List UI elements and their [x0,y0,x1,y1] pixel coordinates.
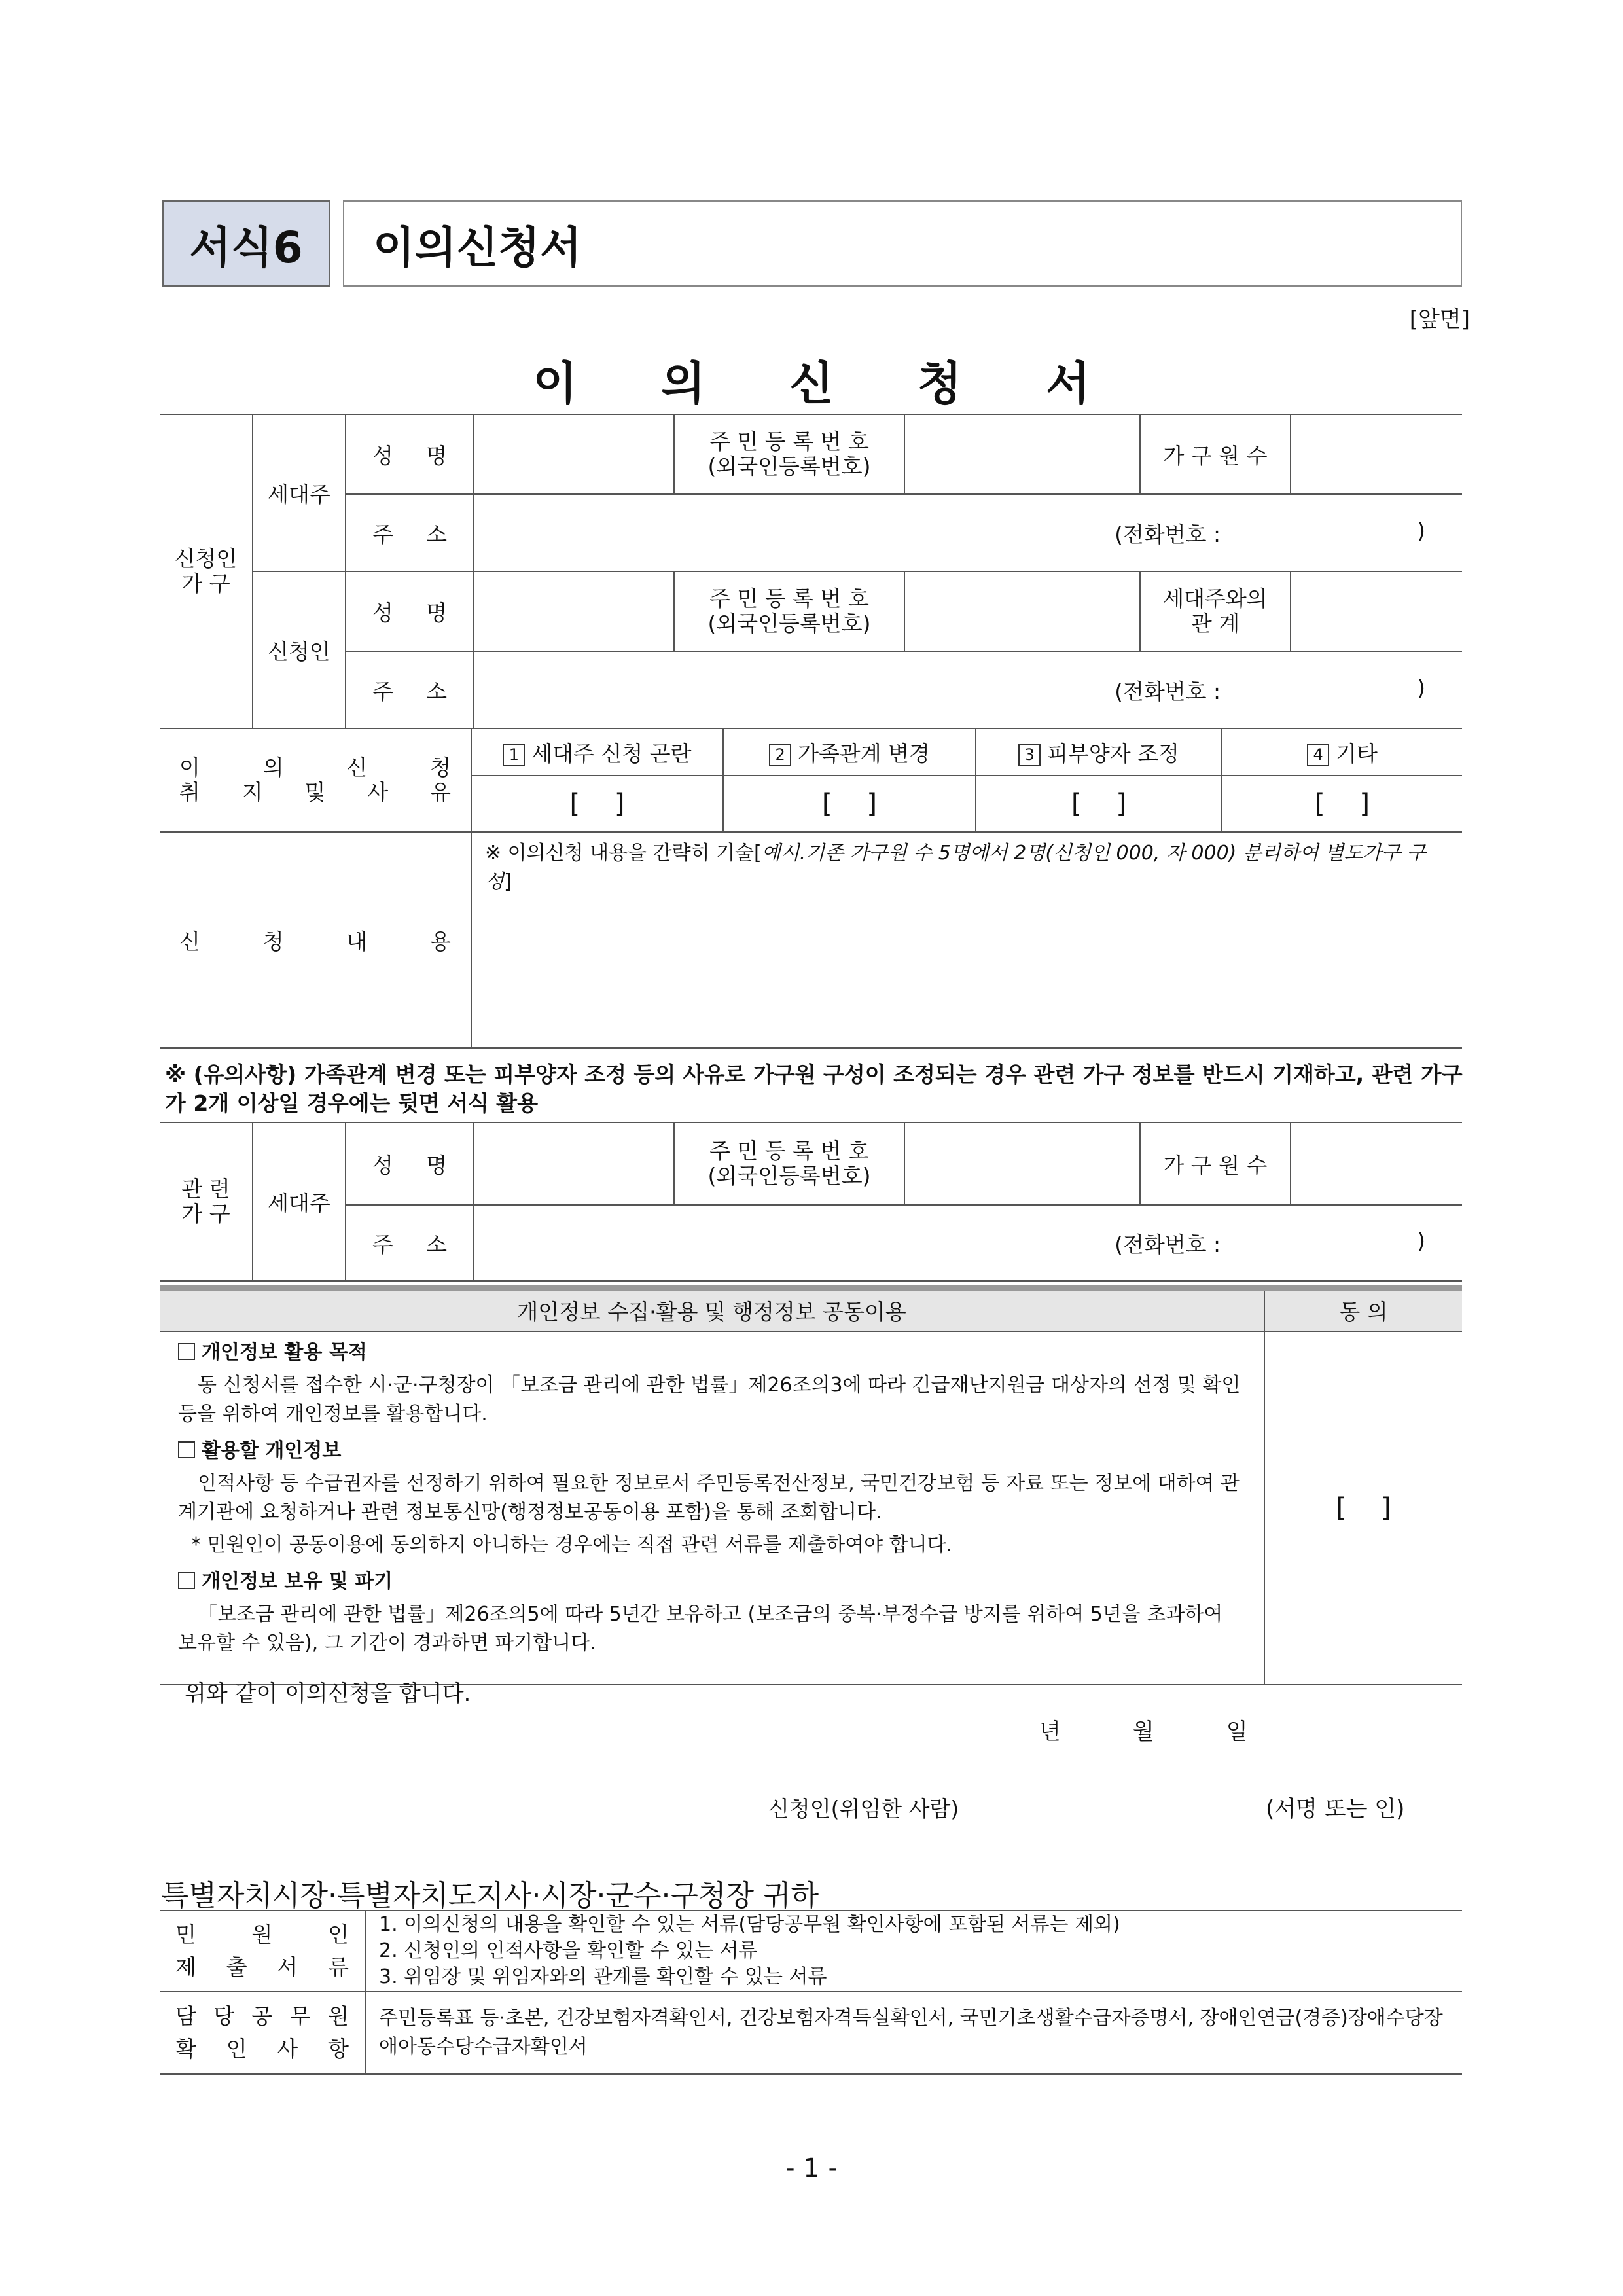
officer-check-label: 담 당 공 무 원 확 인 사 항 [160,1992,365,2074]
related-household-table [160,1122,1462,1282]
related-household-group-label: 관 련 가 구 [160,1122,253,1281]
applicant-signature-label: 신청인(위임한 사람) [768,1796,959,1821]
head-phone-label: (전화번호 : [1115,521,1221,547]
related-head-label: 세대주 [253,1122,346,1281]
related-phone-close: ) [1417,1227,1425,1253]
applicant-household-table [160,414,1462,729]
privacy-body [160,1331,1264,1685]
related-members-label: 가 구 원 수 [1140,1122,1291,1205]
civil-documents-list [365,1910,1462,1992]
privacy-section-2-note: * 민원인이 공동이용에 동의하지 아니하는 경우에는 직접 관련 서류를 제출하여야 합니다. [191,1534,953,1556]
privacy-header: 개인정보 수집·활용 및 행정정보 공동이용 [160,1288,1264,1331]
related-members-field[interactable] [1291,1122,1462,1205]
objection-reason-label: 이 의 신 청 취 지 및 사 유 [160,728,471,832]
signature-or-seal-label: (서명 또는 인) [1266,1796,1405,1822]
related-address-field[interactable] [474,1205,1462,1281]
date-year: 년 [1039,1719,1061,1745]
caution-note: ※ (유의사항) 가족관계 변경 또는 피부양자 조정 등의 사유로 가구원 구성이 조정되는 경우 관련 가구 정보를 반드시 기재하고, 관련 가구가 2개 이상일 경우에는 뒷면 서식 활용 [165,1062,1463,1116]
applicant-phone-close: ) [1417,674,1425,700]
addressee: 특별자치시장·특별자치도지사·시장·군수·구청장 귀하 [161,1879,819,1912]
option-1-checkbox[interactable]: [ ] [471,776,723,832]
document-title: 이 의 신 청 서 [533,357,1124,410]
head-name-label: 성 명 [346,414,474,494]
form-badge: 서식6 [162,200,330,287]
civil-document-item: 3. 위임장 및 위임자와의 관계를 확인할 수 있는 서류 [379,1965,827,1988]
applicant-phone-label: (전화번호 : [1115,678,1221,704]
privacy-section-3-title: 개인정보 보유 및 파기 [178,1568,1245,1596]
consent-checkbox[interactable]: [ ] [1264,1331,1462,1685]
household-head-label: 세대주 [253,414,346,571]
bullet-box-icon [178,1343,195,1360]
bullet-box-icon [178,1572,195,1589]
head-address-field[interactable] [474,494,1462,571]
privacy-section-3-body: 「보조금 관리에 관한 법률」제26조의5에 따라 5년간 보유하고 (보조금의 중복·부정수급 방지를 위하여 5년을 초과하여 보유할 수 있음), 그 기간이 경과하면 파기합니다. [178,1603,1223,1655]
related-id-label: 주 민 등 록 번 호 (외국인등록번호) [674,1122,904,1205]
option-4: 4 기타 [1222,728,1462,776]
option-3-checkbox[interactable]: [ ] [976,776,1222,832]
content-hint-prefix: ※ 이의신청 내용을 간략히 기술[ [485,842,762,865]
applicant-name-label: 성 명 [346,571,474,651]
head-members-label: 가 구 원 수 [1140,414,1291,494]
privacy-section-2-body: 인적사항 등 수급권자를 선정하기 위하여 필요한 정보로서 주민등록전산정보, 국민건강보험 등 자료 또는 정보에 대하여 관계기관에 요청하거나 관련 정보통신망(행정정보공동이용 포함)을 통해 조회합니다. [178,1472,1240,1524]
related-id-field[interactable] [904,1122,1140,1205]
option-3: 3 피부양자 조정 [976,728,1222,776]
related-phone-label: (전화번호 : [1115,1231,1221,1257]
option-2: 2 가족관계 변경 [723,728,976,776]
applicant-label: 신청인 [253,571,346,728]
form-title: 이의신청서 [343,200,1462,287]
head-name-field[interactable] [474,414,674,494]
head-members-field[interactable] [1291,414,1462,494]
application-content-field[interactable] [471,832,1462,1048]
applicant-id-field[interactable] [904,571,1140,651]
date-day: 일 [1226,1719,1248,1745]
related-address-label: 주 소 [346,1205,474,1281]
date-line [1039,1713,1248,1746]
head-address-label: 주 소 [346,494,474,571]
head-id-label: 주 민 등 록 번 호 (외국인등록번호) [674,414,904,494]
content-hint-suffix: ] [503,870,512,893]
privacy-section-1-title: 개인정보 활용 목적 [178,1338,1245,1367]
applicant-address-label: 주 소 [346,651,474,728]
officer-check-items: 주민등록표 등·초본, 건강보험자격확인서, 건강보험자격득실확인서, 국민기초생활수급자증명서, 장애인연금(경증)장애수당장애아동수당수급자확인서 [365,1992,1462,2074]
option-2-checkbox[interactable]: [ ] [723,776,976,832]
declaration-statement: 위와 같이 이의신청을 합니다. [185,1681,471,1707]
privacy-consent-table [160,1285,1462,1685]
applicant-relation-label: 세대주와의 관 계 [1140,571,1291,651]
civil-document-item: 1. 이의신청의 내용을 확인할 수 있는 서류(담당공무원 확인사항에 포함된 서류는 제외) [379,1913,1120,1936]
bullet-box-icon [178,1441,195,1458]
content-hint-example: 예시.기존 가구원 수 5명에서 2명(신청인 000, 자 000) 분리하여 별도가구 구성 [485,842,1426,893]
applicant-address-field[interactable] [474,651,1462,728]
civil-documents-label: 민 원 인 제 출 서 류 [160,1910,365,1992]
civil-document-item: 2. 신청인의 인적사항을 확인할 수 있는 서류 [379,1939,758,1962]
applicant-id-label: 주 민 등 록 번 호 (외국인등록번호) [674,571,904,651]
documents-table [160,1910,1462,2075]
applicant-relation-field[interactable] [1291,571,1462,651]
option-4-checkbox[interactable]: [ ] [1222,776,1462,832]
date-month: 월 [1132,1719,1154,1745]
privacy-section-1-body: 동 신청서를 접수한 시·군·구청장이 「보조금 관리에 관한 법률」제26조의3에 따라 긴급재난지원금 대상자의 선정 및 확인 등을 위하여 개인정보를 활용합니다. [178,1374,1241,1426]
objection-reason-table [160,728,1462,1049]
application-content-label: 신 청 내 용 [160,832,471,1048]
head-id-field[interactable] [904,414,1140,494]
applicant-name-field[interactable] [474,571,674,651]
related-name-field[interactable] [474,1122,674,1205]
related-name-label: 성 명 [346,1122,474,1205]
front-side-label: [앞면] [1409,306,1470,332]
applicant-household-group-label: 신청인 가 구 [160,414,253,728]
page-number: - 1 - [785,2153,838,2183]
privacy-section-2-title: 활용할 개인정보 [178,1437,1245,1465]
consent-header: 동 의 [1264,1288,1462,1331]
option-1: 1 세대주 신청 곤란 [471,728,723,776]
head-phone-close: ) [1417,517,1425,543]
